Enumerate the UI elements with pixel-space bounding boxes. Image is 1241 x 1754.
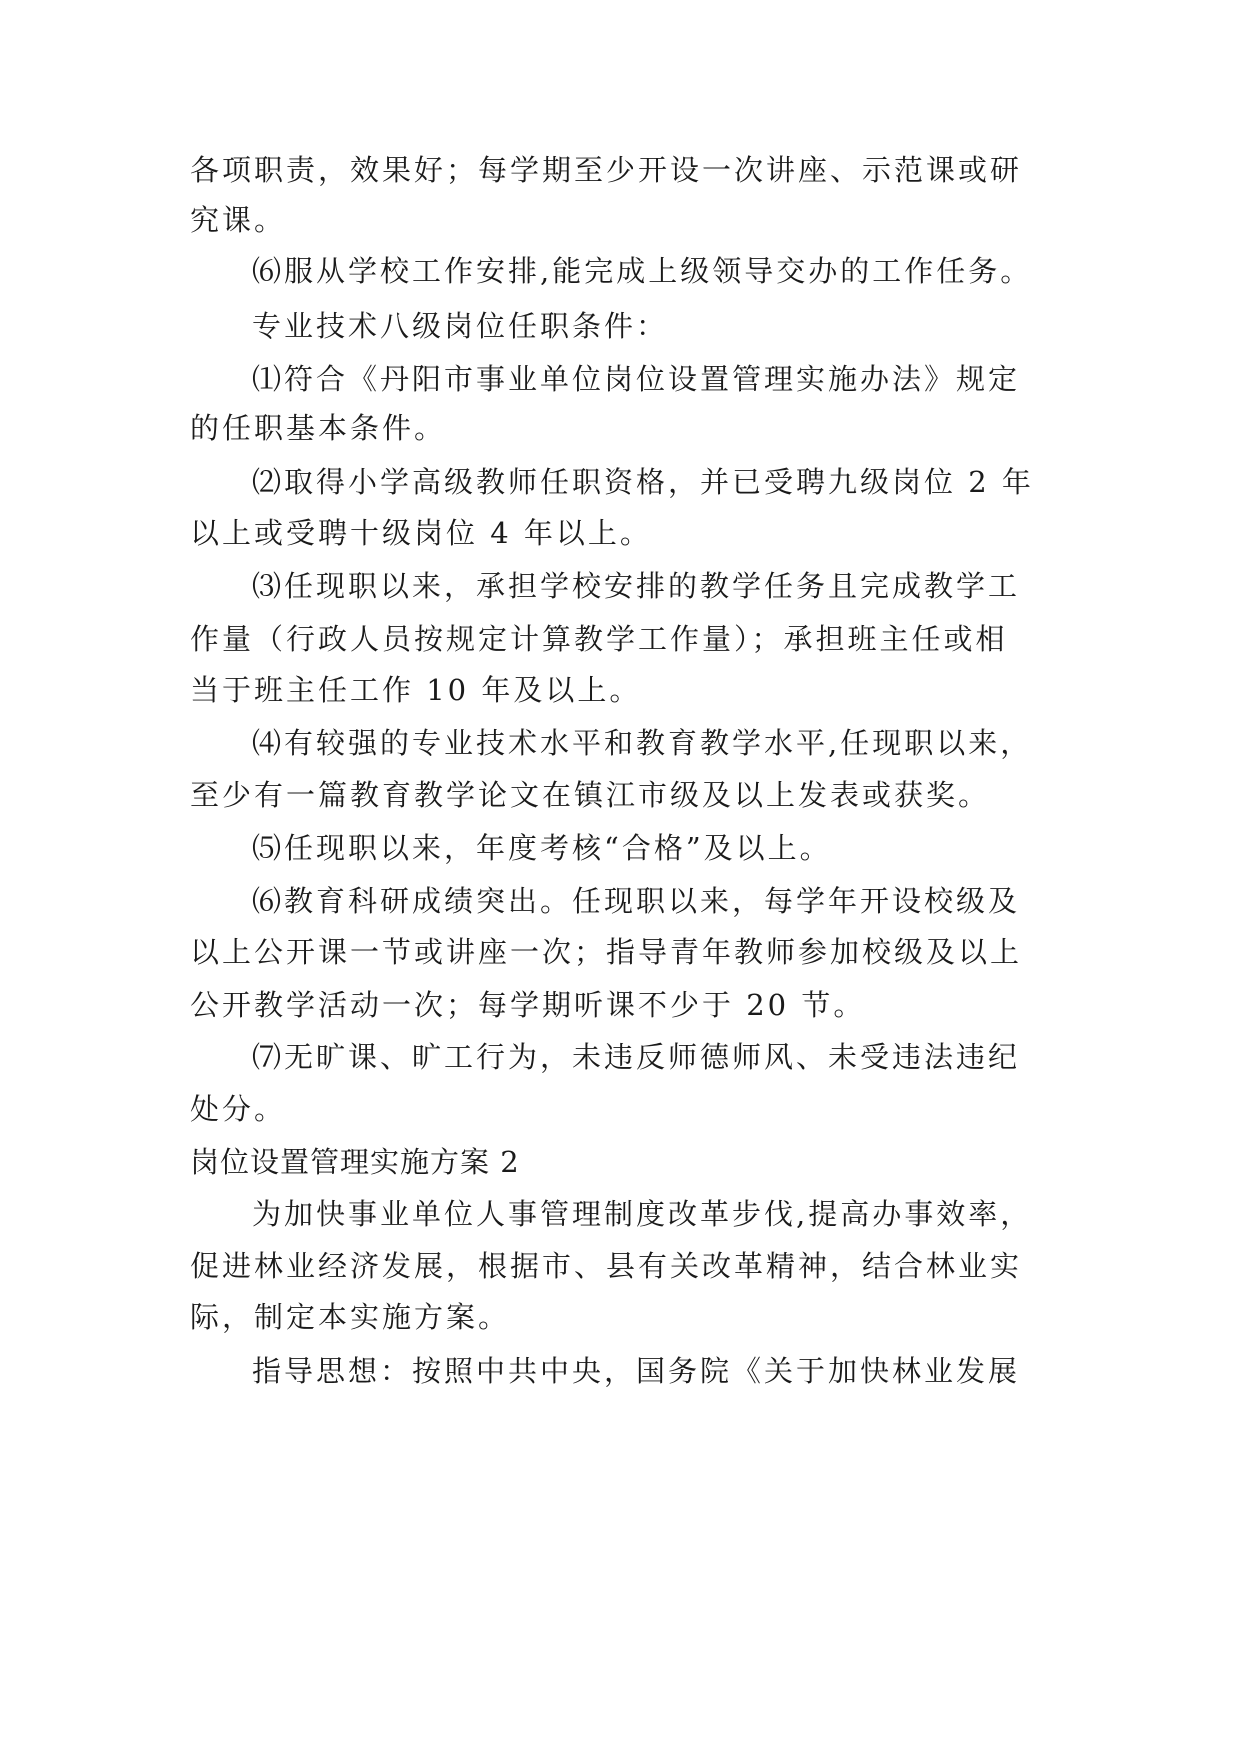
text-line: ⑸任现职以来，年度考核“合格”及以上。: [252, 831, 832, 865]
text-line: 公开教学活动一次；每学期听课不少于 20 节。: [190, 988, 866, 1022]
text-line: ⑺无旷课、旷工行为，未违反师德师风、未受违法违纪: [252, 1040, 1021, 1074]
text-line: 的任职基本条件。: [190, 411, 447, 445]
text-line: 处分。: [190, 1092, 287, 1126]
text-line: 作量（行政人员按规定计算教学工作量）；承担班主任或相: [190, 622, 1008, 656]
text-line: ⑵取得小学高级教师任职资格，并已受聘九级岗位 2 年: [252, 465, 1034, 499]
text-line: ⑹服从学校工作安排,能完成上级领导交办的工作任务。: [252, 254, 1033, 288]
text-line: 指导思想：按照中共中央，国务院《关于加快林业发展: [252, 1354, 1021, 1388]
text-line: 以上或受聘十级岗位 4 年以上。: [190, 516, 652, 550]
text-line: 各项职责，效果好；每学期至少开设一次讲座、示范课或研: [190, 153, 1023, 187]
text-line: 以上公开课一节或讲座一次；指导青年教师参加校级及以上: [190, 935, 1023, 969]
text-line: 促进林业经济发展，根据市、县有关改革精神，结合林业实: [190, 1249, 1023, 1283]
text-line: 当于班主任工作 10 年及以上。: [190, 673, 642, 707]
text-line: 专业技术八级岗位任职条件：: [252, 309, 669, 343]
text-line: 际，制定本实施方案。: [190, 1300, 511, 1334]
section-heading: 岗位设置管理实施方案 2: [190, 1145, 520, 1179]
text-line: 至少有一篇教育教学论文在镇江市级及以上发表或获奖。: [190, 778, 991, 812]
text-line: 究课。: [190, 203, 287, 237]
text-line: 为加快事业单位人事管理制度改革步伐,提高办事效率，: [252, 1197, 1033, 1231]
text-line: ⑶任现职以来，承担学校安排的教学任务且完成教学工: [252, 569, 1021, 603]
text-line: ⑴符合《丹阳市事业单位岗位设置管理实施办法》规定: [252, 362, 1021, 396]
text-line: ⑷有较强的专业技术水平和教育教学水平,任现职以来，: [252, 726, 1033, 760]
text-line: ⑹教育科研成绩突出。任现职以来，每学年开设校级及: [252, 884, 1021, 918]
